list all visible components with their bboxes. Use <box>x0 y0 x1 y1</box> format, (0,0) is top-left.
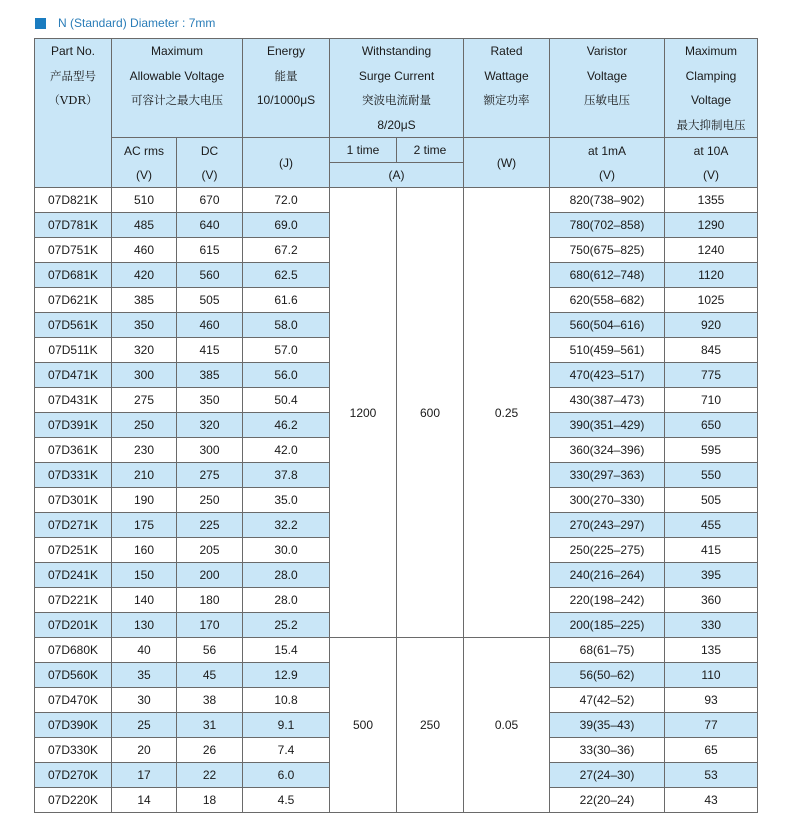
cell-dc: 560 <box>177 263 243 288</box>
cell-ac-rms: 35 <box>112 663 177 688</box>
header-surge-1time: 1 time <box>330 138 397 163</box>
header-varistor-en2: Voltage <box>586 68 628 83</box>
cell-part-no: 07D201K <box>35 613 112 638</box>
cell-dc: 45 <box>177 663 243 688</box>
cell-clamping-voltage: 650 <box>665 413 758 438</box>
cell-clamping-voltage: 1120 <box>665 263 758 288</box>
cell-varistor-voltage: 510(459–561) <box>550 338 665 363</box>
cell-clamping-voltage: 1025 <box>665 288 758 313</box>
cell-part-no: 07D391K <box>35 413 112 438</box>
cell-clamping-voltage: 43 <box>665 788 758 813</box>
header-surge-en2: Surge Current <box>358 68 435 83</box>
cell-varistor-voltage: 300(270–330) <box>550 488 665 513</box>
cell-varistor-voltage: 22(20–24) <box>550 788 665 813</box>
cell-dc: 26 <box>177 738 243 763</box>
cell-part-no: 07D390K <box>35 713 112 738</box>
cell-dc: 225 <box>177 513 243 538</box>
header-max-voltage-cn: 可容计之最大电压 <box>131 93 223 107</box>
header-ac-unit: (V) <box>136 167 152 182</box>
cell-ac-rms: 25 <box>112 713 177 738</box>
cell-clamping-voltage: 710 <box>665 388 758 413</box>
cell-clamping-voltage: 455 <box>665 513 758 538</box>
section-title <box>35 15 215 31</box>
cell-dc: 275 <box>177 463 243 488</box>
cell-dc: 640 <box>177 213 243 238</box>
cell-energy: 57.0 <box>243 338 330 363</box>
cell-dc: 22 <box>177 763 243 788</box>
header-clamping-en2: Clamping <box>685 68 737 83</box>
cell-energy: 42.0 <box>243 438 330 463</box>
header-row-main <box>35 39 758 138</box>
header-surge-cn: 突波电流耐量 <box>362 93 431 107</box>
cell-dc: 18 <box>177 788 243 813</box>
cell-part-no: 07D330K <box>35 738 112 763</box>
header-ac-label: AC rms <box>124 143 164 158</box>
cell-clamping-voltage: 415 <box>665 538 758 563</box>
header-varistor <box>550 39 665 138</box>
cell-clamping-voltage: 1240 <box>665 238 758 263</box>
cell-varistor-voltage: 620(558–682) <box>550 288 665 313</box>
cell-clamping-voltage: 77 <box>665 713 758 738</box>
header-wattage-unit: (W) <box>464 138 550 188</box>
cell-energy: 12.9 <box>243 663 330 688</box>
cell-energy: 46.2 <box>243 413 330 438</box>
header-energy-unit: (J) <box>243 138 330 188</box>
cell-ac-rms: 160 <box>112 538 177 563</box>
cell-energy: 15.4 <box>243 638 330 663</box>
cell-varistor-voltage: 470(423–517) <box>550 363 665 388</box>
cell-dc: 170 <box>177 613 243 638</box>
cell-dc: 415 <box>177 338 243 363</box>
cell-energy: 30.0 <box>243 538 330 563</box>
header-varistor-unit: (V) <box>599 167 615 182</box>
cell-part-no: 07D681K <box>35 263 112 288</box>
header-wattage-cn: 额定功率 <box>483 93 530 107</box>
cell-varistor-voltage: 56(50–62) <box>550 663 665 688</box>
cell-clamping-voltage: 110 <box>665 663 758 688</box>
cell-varistor-voltage: 680(612–748) <box>550 263 665 288</box>
header-ac <box>112 138 177 188</box>
cell-ac-rms: 210 <box>112 463 177 488</box>
header-part-no <box>35 39 112 188</box>
cell-ac-rms: 130 <box>112 613 177 638</box>
cell-dc: 38 <box>177 688 243 713</box>
cell-part-no: 07D781K <box>35 213 112 238</box>
header-clamping-en1: Maximum <box>684 44 737 58</box>
cell-clamping-voltage: 775 <box>665 363 758 388</box>
header-varistor-cn: 压敏电压 <box>584 93 630 107</box>
cell-ac-rms: 30 <box>112 688 177 713</box>
cell-varistor-voltage: 270(243–297) <box>550 513 665 538</box>
cell-energy: 58.0 <box>243 313 330 338</box>
header-energy-en: Energy <box>266 44 306 58</box>
cell-dc: 350 <box>177 388 243 413</box>
header-clamping-cn: 最大抑制电压 <box>676 117 746 132</box>
cell-energy: 37.8 <box>243 463 330 488</box>
cell-ac-rms: 140 <box>112 588 177 613</box>
cell-part-no: 07D221K <box>35 588 112 613</box>
cell-clamping-voltage: 1290 <box>665 213 758 238</box>
cell-surge-1time: 500 <box>330 638 397 813</box>
cell-ac-rms: 14 <box>112 788 177 813</box>
cell-surge-2time: 600 <box>397 188 464 638</box>
cell-part-no: 07D241K <box>35 563 112 588</box>
cell-energy: 35.0 <box>243 488 330 513</box>
cell-energy: 10.8 <box>243 688 330 713</box>
cell-varistor-voltage: 430(387–473) <box>550 388 665 413</box>
header-clamping-at <box>665 138 758 188</box>
cell-varistor-voltage: 250(225–275) <box>550 538 665 563</box>
cell-energy: 69.0 <box>243 213 330 238</box>
cell-ac-rms: 460 <box>112 238 177 263</box>
header-wattage-en1: Rated <box>490 44 523 58</box>
cell-varistor-voltage: 68(61–75) <box>550 638 665 663</box>
cell-clamping-voltage: 550 <box>665 463 758 488</box>
cell-clamping-voltage: 330 <box>665 613 758 638</box>
cell-part-no: 07D270K <box>35 763 112 788</box>
header-row-sub1 <box>35 138 758 163</box>
cell-part-no: 07D361K <box>35 438 112 463</box>
header-energy-spec: 10/1000μS <box>256 93 316 107</box>
cell-part-no: 07D560K <box>35 663 112 688</box>
blue-square-icon <box>35 18 46 29</box>
header-max-voltage-en2: Allowable Voltage <box>129 68 225 83</box>
cell-energy: 4.5 <box>243 788 330 813</box>
cell-ac-rms: 175 <box>112 513 177 538</box>
header-wattage <box>464 39 550 138</box>
header-energy-cn: 能量 <box>274 68 298 83</box>
header-surge-unit: (A) <box>330 163 464 188</box>
cell-dc: 300 <box>177 438 243 463</box>
cell-ac-rms: 350 <box>112 313 177 338</box>
cell-wattage: 0.25 <box>464 188 550 638</box>
header-dc <box>177 138 243 188</box>
cell-varistor-voltage: 560(504–616) <box>550 313 665 338</box>
cell-ac-rms: 190 <box>112 488 177 513</box>
cell-part-no: 07D271K <box>35 513 112 538</box>
header-max-voltage-en1: Maximum <box>150 44 203 58</box>
cell-varistor-voltage: 780(702–858) <box>550 213 665 238</box>
cell-energy: 62.5 <box>243 263 330 288</box>
cell-wattage: 0.05 <box>464 638 550 813</box>
cell-part-no: 07D511K <box>35 338 112 363</box>
table-row <box>35 638 758 663</box>
cell-clamping-voltage: 595 <box>665 438 758 463</box>
cell-part-no: 07D470K <box>35 688 112 713</box>
cell-ac-rms: 385 <box>112 288 177 313</box>
varistor-spec-table <box>34 38 758 813</box>
cell-part-no: 07D751K <box>35 238 112 263</box>
header-clamping-at-label: at 10A <box>693 143 729 158</box>
header-clamping <box>665 39 758 138</box>
header-part-no-vdr: （VDR） <box>48 93 98 107</box>
cell-varistor-voltage: 39(35–43) <box>550 713 665 738</box>
header-wattage-en2: Wattage <box>484 68 529 83</box>
cell-energy: 28.0 <box>243 563 330 588</box>
cell-energy: 32.2 <box>243 513 330 538</box>
header-part-no-en: Part No. <box>50 44 95 58</box>
cell-clamping-voltage: 505 <box>665 488 758 513</box>
cell-dc: 56 <box>177 638 243 663</box>
cell-ac-rms: 17 <box>112 763 177 788</box>
cell-varistor-voltage: 27(24–30) <box>550 763 665 788</box>
header-max-voltage <box>112 39 243 138</box>
cell-dc: 385 <box>177 363 243 388</box>
header-clamping-en3: Voltage <box>690 93 732 107</box>
cell-clamping-voltage: 395 <box>665 563 758 588</box>
cell-ac-rms: 150 <box>112 563 177 588</box>
header-varistor-at <box>550 138 665 188</box>
header-varistor-en1: Varistor <box>586 44 628 58</box>
cell-dc: 320 <box>177 413 243 438</box>
cell-varistor-voltage: 750(675–825) <box>550 238 665 263</box>
cell-varistor-voltage: 220(198–242) <box>550 588 665 613</box>
cell-energy: 9.1 <box>243 713 330 738</box>
cell-ac-rms: 420 <box>112 263 177 288</box>
cell-varistor-voltage: 820(738–902) <box>550 188 665 213</box>
cell-part-no: 07D220K <box>35 788 112 813</box>
header-dc-unit: (V) <box>201 167 218 182</box>
cell-ac-rms: 20 <box>112 738 177 763</box>
cell-part-no: 07D301K <box>35 488 112 513</box>
cell-ac-rms: 320 <box>112 338 177 363</box>
cell-dc: 180 <box>177 588 243 613</box>
cell-dc: 205 <box>177 538 243 563</box>
cell-clamping-voltage: 1355 <box>665 188 758 213</box>
cell-part-no: 07D331K <box>35 463 112 488</box>
header-surge-2time: 2 time <box>397 138 464 163</box>
header-surge-spec: 8/20μS <box>377 117 416 132</box>
cell-ac-rms: 230 <box>112 438 177 463</box>
header-energy <box>243 39 330 138</box>
cell-part-no: 07D471K <box>35 363 112 388</box>
cell-varistor-voltage: 360(324–396) <box>550 438 665 463</box>
header-dc-label: DC <box>200 143 219 158</box>
cell-energy: 6.0 <box>243 763 330 788</box>
header-surge-en1: Withstanding <box>361 44 432 58</box>
header-varistor-at-label: at 1mA <box>587 143 626 158</box>
cell-dc: 505 <box>177 288 243 313</box>
cell-ac-rms: 485 <box>112 213 177 238</box>
cell-clamping-voltage: 360 <box>665 588 758 613</box>
cell-dc: 670 <box>177 188 243 213</box>
cell-clamping-voltage: 53 <box>665 763 758 788</box>
cell-part-no: 07D680K <box>35 638 112 663</box>
header-part-no-cn: 产品型号 <box>50 68 96 83</box>
cell-clamping-voltage: 93 <box>665 688 758 713</box>
cell-varistor-voltage: 47(42–52) <box>550 688 665 713</box>
cell-ac-rms: 510 <box>112 188 177 213</box>
cell-ac-rms: 40 <box>112 638 177 663</box>
cell-varistor-voltage: 330(297–363) <box>550 463 665 488</box>
cell-varistor-voltage: 33(30–36) <box>550 738 665 763</box>
cell-dc: 31 <box>177 713 243 738</box>
cell-energy: 67.2 <box>243 238 330 263</box>
header-surge <box>330 39 464 138</box>
cell-dc: 200 <box>177 563 243 588</box>
header-clamping-unit: (V) <box>703 167 719 182</box>
cell-varistor-voltage: 240(216–264) <box>550 563 665 588</box>
cell-dc: 460 <box>177 313 243 338</box>
cell-energy: 25.2 <box>243 613 330 638</box>
cell-dc: 250 <box>177 488 243 513</box>
cell-varistor-voltage: 390(351–429) <box>550 413 665 438</box>
cell-energy: 28.0 <box>243 588 330 613</box>
cell-clamping-voltage: 920 <box>665 313 758 338</box>
cell-part-no: 07D621K <box>35 288 112 313</box>
cell-energy: 50.4 <box>243 388 330 413</box>
cell-clamping-voltage: 845 <box>665 338 758 363</box>
cell-energy: 7.4 <box>243 738 330 763</box>
cell-clamping-voltage: 65 <box>665 738 758 763</box>
cell-ac-rms: 275 <box>112 388 177 413</box>
cell-varistor-voltage: 200(185–225) <box>550 613 665 638</box>
cell-energy: 61.6 <box>243 288 330 313</box>
cell-ac-rms: 250 <box>112 413 177 438</box>
cell-surge-2time: 250 <box>397 638 464 813</box>
section-title-text: N (Standard) Diameter : 7mm <box>58 16 216 30</box>
cell-energy: 72.0 <box>243 188 330 213</box>
table-body <box>35 188 758 813</box>
cell-part-no: 07D251K <box>35 538 112 563</box>
cell-part-no: 07D821K <box>35 188 112 213</box>
cell-dc: 615 <box>177 238 243 263</box>
cell-energy: 56.0 <box>243 363 330 388</box>
cell-part-no: 07D431K <box>35 388 112 413</box>
cell-part-no: 07D561K <box>35 313 112 338</box>
cell-surge-1time: 1200 <box>330 188 397 638</box>
cell-clamping-voltage: 135 <box>665 638 758 663</box>
table-row <box>35 188 758 213</box>
cell-ac-rms: 300 <box>112 363 177 388</box>
